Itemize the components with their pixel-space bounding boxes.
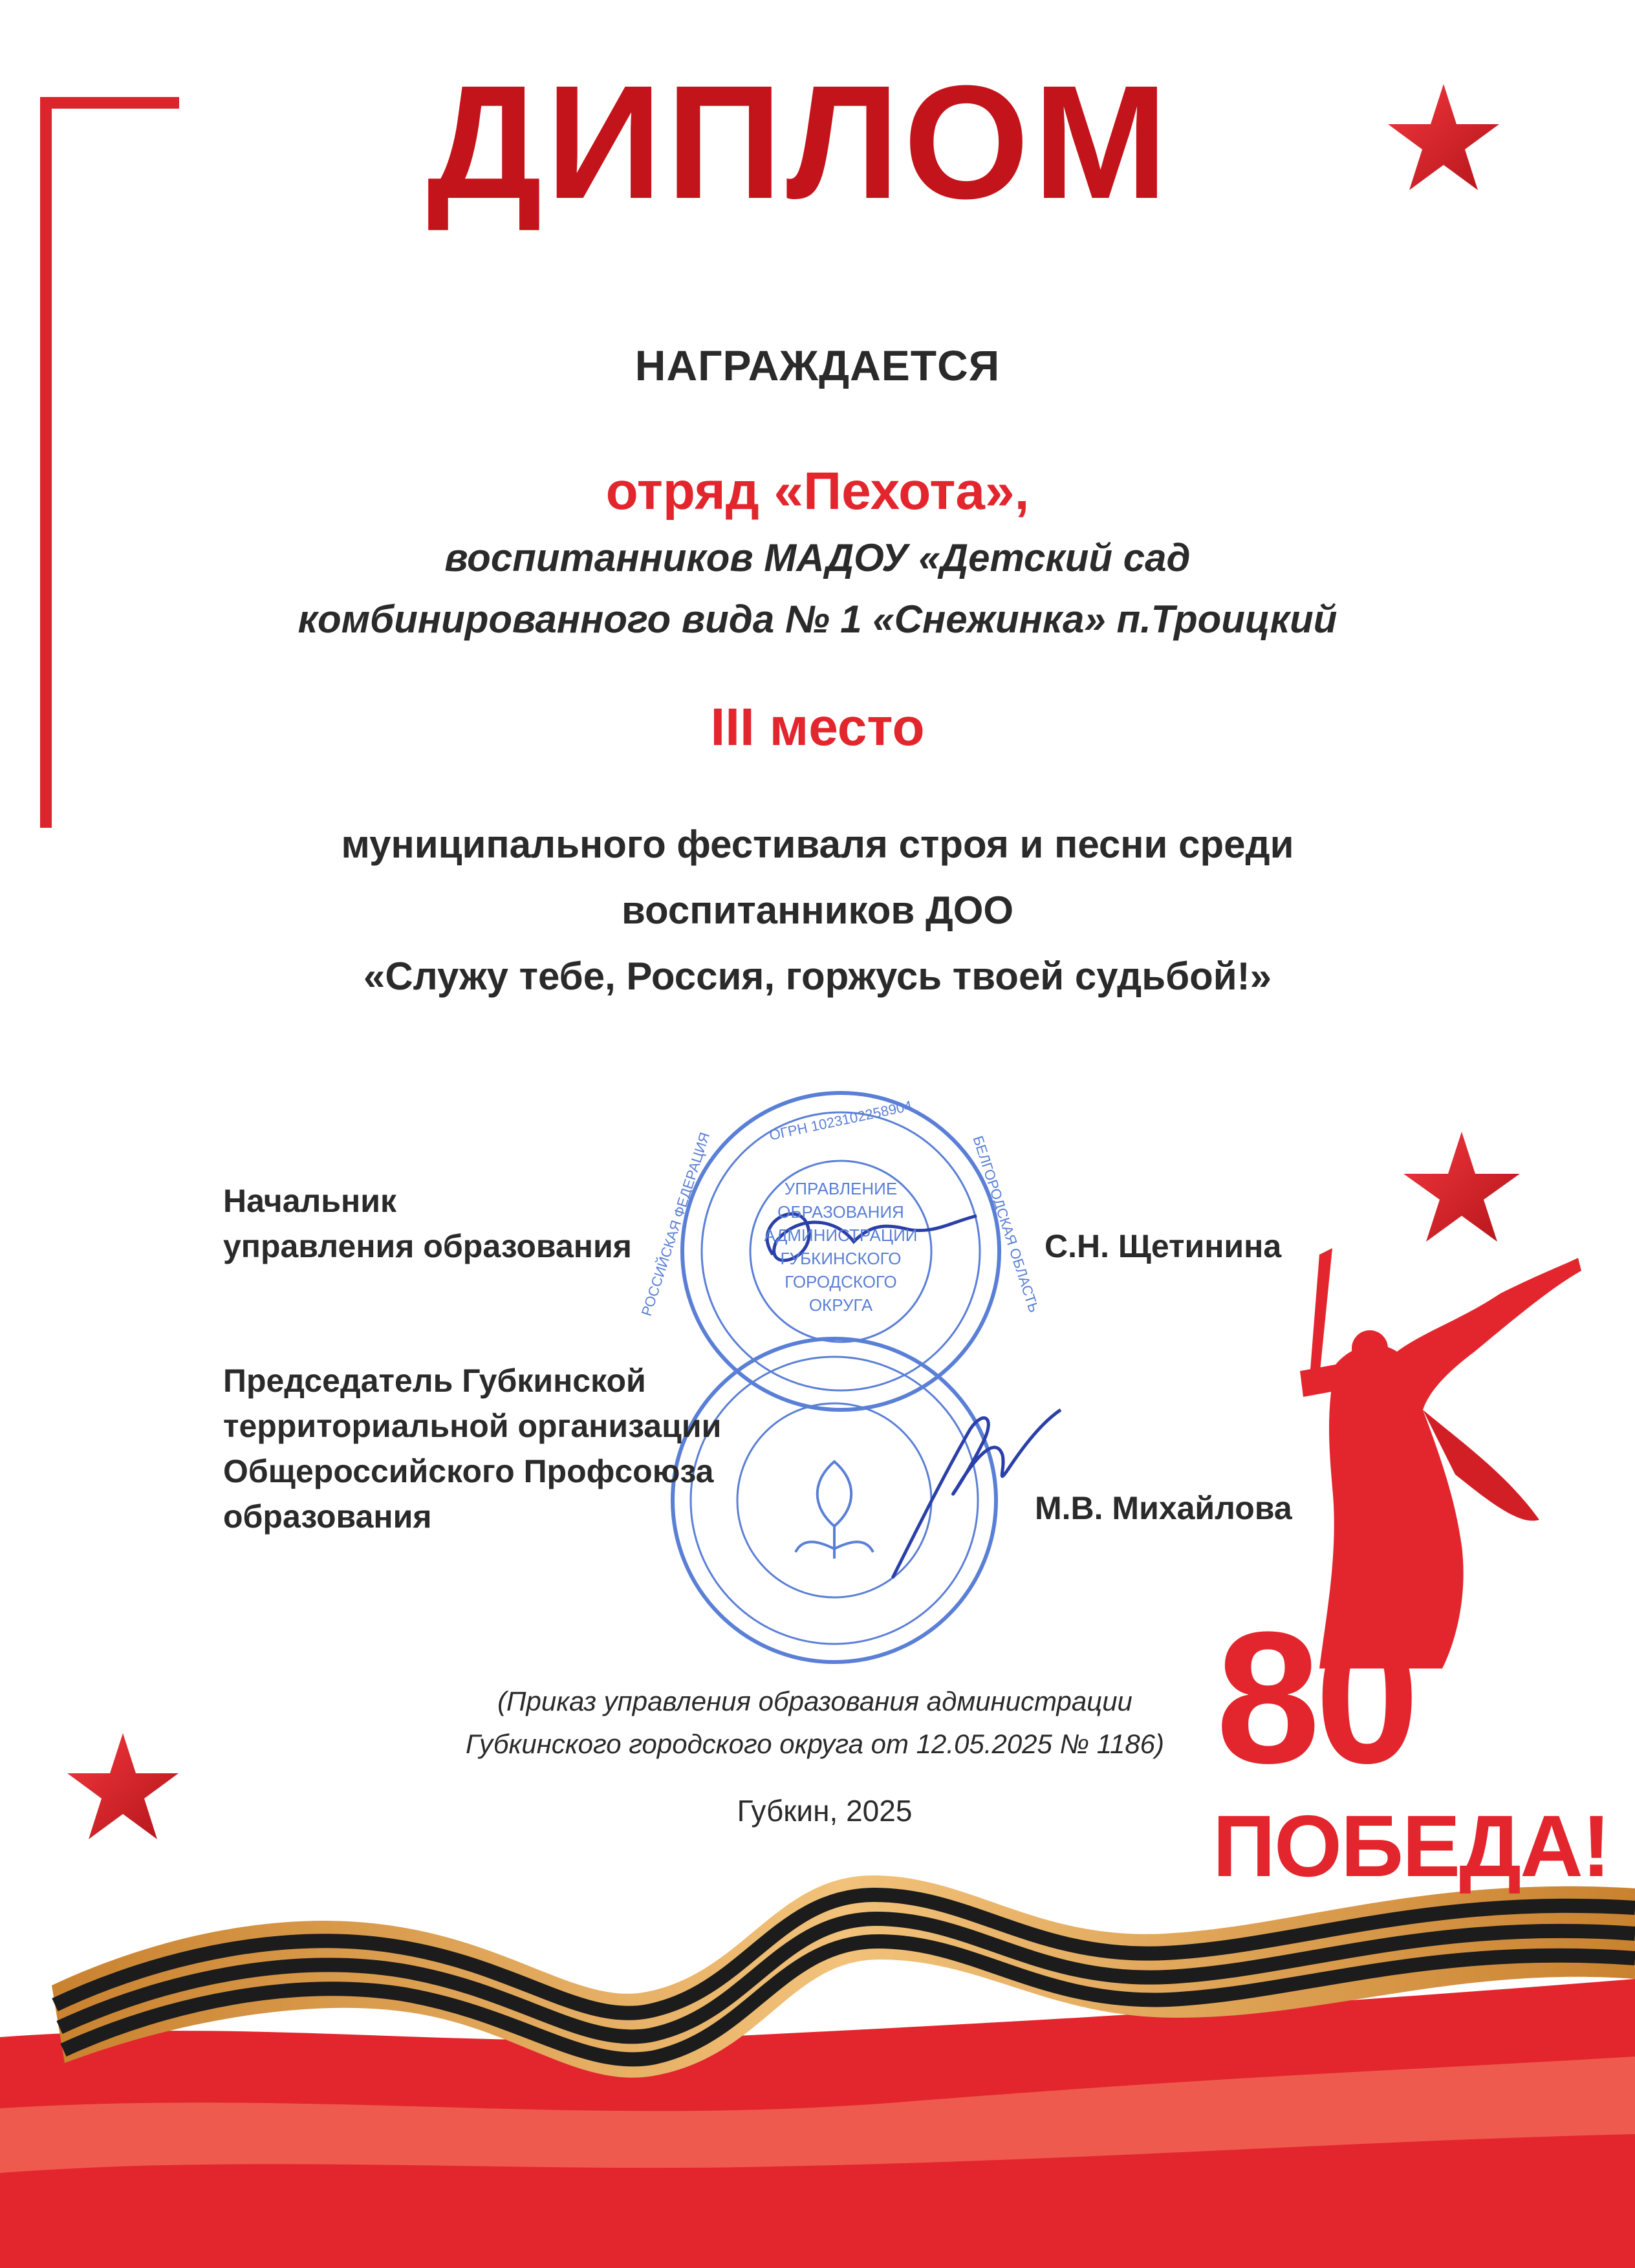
stamp1-center-text: [750, 1177, 931, 1317]
organization-block: [129, 527, 1506, 650]
festival-line: воспитанников ДОО: [621, 889, 1014, 932]
stamp1-ring-ogrn: ОГРН 1023102258904: [768, 1097, 914, 1144]
role-line: образования: [223, 1498, 432, 1535]
star-middle-right-icon: [1403, 1132, 1520, 1242]
order-line: Губкинского городского округа от 12.05.2025 № 1186): [465, 1729, 1165, 1759]
place-award: III место: [710, 698, 925, 757]
role-line: Общероссийского Профсоюза: [223, 1453, 714, 1489]
stamp1-ring-region: БЕЛГОРОДСКАЯ ОБЛАСТЬ: [969, 1134, 1043, 1315]
star-bottom-left-icon: [67, 1733, 179, 1839]
stamp1-text-line: ГОРОДСКОГО: [785, 1272, 897, 1291]
signatory1-role: [223, 1178, 632, 1269]
stamp1-text-line: ОБРАЗОВАНИЯ: [777, 1202, 904, 1222]
stamp1-text-line: ОКРУГА: [808, 1295, 873, 1315]
stamp1-text-line: АДМИНИСТРАЦИИ: [764, 1226, 918, 1245]
festival-block: [129, 812, 1506, 1010]
stamp1-text-line: ГУБКИНСКОГО: [780, 1249, 902, 1268]
stamp1-ring-country: РОССИЙСКАЯ ФЕДЕРАЦИЯ: [638, 1130, 713, 1318]
signatory2-role: [223, 1358, 721, 1539]
victory-80-number: 80: [1216, 1593, 1414, 1802]
star-top-right-icon: [1388, 84, 1499, 190]
city-year: Губкин, 2025: [737, 1794, 913, 1828]
organization-line: комбинированного вида № 1 «Снежинка» п.Троицкий: [298, 598, 1337, 641]
stamp1-text-line: УПРАВЛЕНИЕ: [784, 1179, 898, 1198]
organization-line: воспитанников МАДОУ «Детский сад: [444, 536, 1191, 579]
signatory1-name: С.Н. Щетинина: [1045, 1228, 1282, 1264]
team-name: отряд «Пехота»,: [605, 462, 1030, 521]
awarded-heading: НАГРАЖДАЕТСЯ: [634, 341, 1001, 389]
role-line: Начальник: [223, 1183, 396, 1219]
festival-line: «Служу тебе, Россия, горжусь твоей судьбой!»: [363, 955, 1272, 998]
diploma-title: ДИПЛОМ: [427, 52, 1172, 232]
victory-word: ПОБЕДА!: [1213, 1797, 1610, 1895]
signatory2-name: М.В. Михайлова: [1035, 1490, 1292, 1526]
role-line: Председатель Губкинской: [223, 1363, 646, 1399]
festival-line: муниципального фестиваля строя и песни среди: [341, 823, 1294, 866]
role-line: управления образования: [223, 1228, 632, 1264]
role-line: территориальной организации: [223, 1408, 722, 1444]
order-line: (Приказ управления образования администрации: [497, 1686, 1132, 1716]
